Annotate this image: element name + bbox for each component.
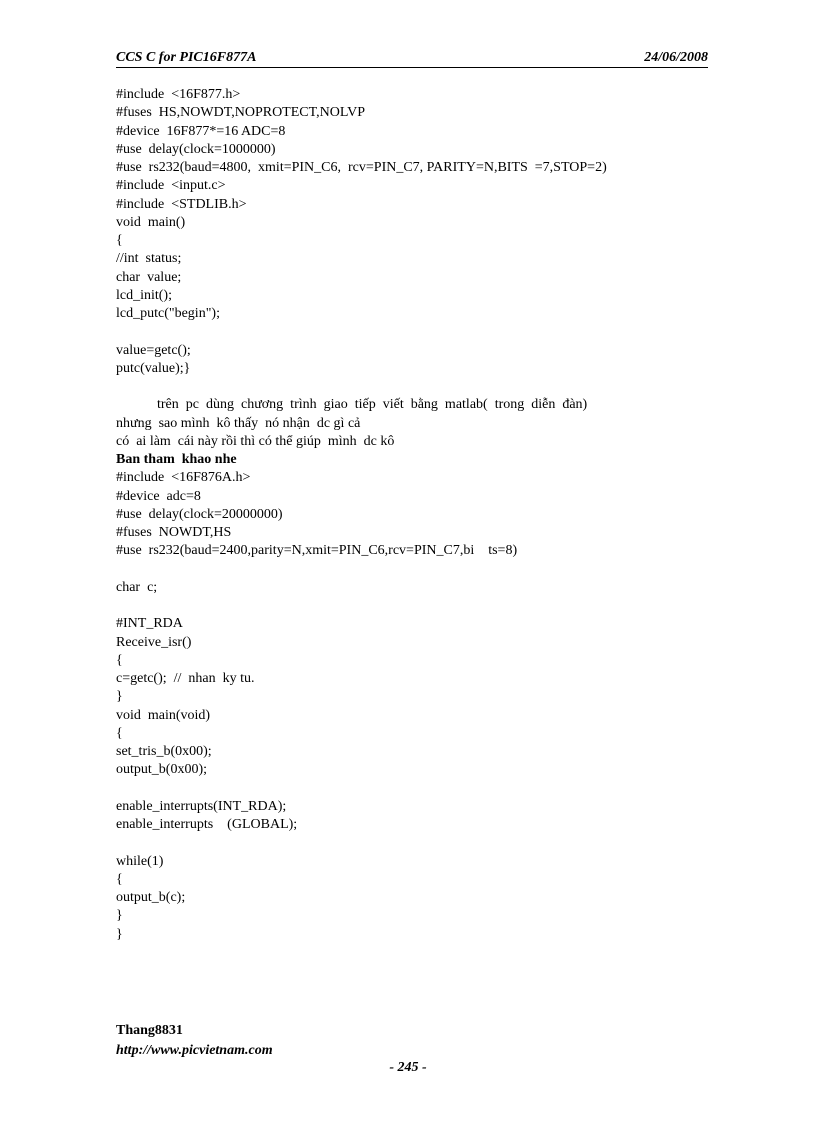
text-line: { (116, 725, 123, 741)
text-line: char value; (116, 269, 182, 285)
text-line: #fuses NOWDT,HS (116, 525, 232, 540)
text-line: #INT_RDA (116, 616, 183, 632)
text-line: #include <STDLIB.h> (116, 196, 247, 212)
blank-line (116, 561, 716, 579)
text-line: #use rs232(baud=4800, xmit=PIN_C6, rcv=PIN_C7, PARITY=N,BITS =7,STOP=2) (116, 160, 607, 175)
text-line: } (116, 689, 123, 705)
blank-line (116, 834, 716, 852)
text-line: #include <16F877.h> (116, 87, 241, 102)
text-line: #fuses HS,NOWDT,NOPROTECT,NOLVP (116, 105, 366, 121)
blank-line (116, 378, 716, 396)
text-line: #device adc=8 (116, 488, 201, 504)
footer (116, 1021, 708, 1061)
text-line: #use delay(clock=1000000) (116, 141, 276, 157)
text-line: trên pc dùng chương trình giao tiếp viết bằng matlab( trong diễn đàn) (157, 397, 588, 413)
text-line: value=getc(); (116, 342, 191, 358)
bold-heading-line: Ban tham khao nhe (116, 452, 237, 467)
document-body (116, 86, 716, 944)
header-date: 24/06/2008 (644, 50, 708, 65)
text-line: } (116, 908, 123, 924)
footer-website: http://www.picvietnam.com (116, 1043, 273, 1058)
footer-author: Thang8831 (116, 1023, 183, 1038)
text-line: enable_interrupts (GLOBAL); (116, 817, 298, 832)
blank-line (116, 597, 716, 615)
text-line: } (116, 926, 123, 942)
text-line: { (116, 871, 123, 887)
text-line: output_b(c); (116, 890, 186, 905)
text-line: #device 16F877*=16 ADC=8 (116, 123, 286, 139)
text-line: nhưng sao mình kô thấy nó nhận dc gì cả (116, 415, 361, 431)
text-line: Receive_isr() (116, 634, 192, 650)
text-line: { (116, 652, 123, 668)
text-line: c=getc(); // nhan ky tu. (116, 671, 255, 686)
page-header (116, 50, 708, 68)
text-line: #use delay(clock=20000000) (116, 506, 283, 522)
text-line: enable_interrupts(INT_RDA); (116, 798, 287, 814)
text-line: char c; (116, 579, 158, 595)
text-line: lcd_putc("begin"); (116, 306, 220, 321)
text-line: //int status; (116, 251, 182, 267)
page-number: - 245 - (389, 1060, 427, 1075)
header-title: CCS C for PIC16F877A (116, 50, 257, 65)
text-line: putc(value);} (116, 360, 191, 376)
blank-line (116, 323, 716, 341)
blank-line (116, 780, 716, 798)
text-line: #use rs232(baud=2400,parity=N,xmit=PIN_C6,rcv=PIN_C7,bi ts=8) (116, 543, 518, 559)
text-line: set_tris_b(0x00); (116, 744, 212, 759)
text-line: void main() (116, 214, 186, 230)
text-line: { (116, 233, 123, 248)
text-line: #include <16F876A.h> (116, 470, 251, 486)
text-line: #include <input.c> (116, 178, 226, 194)
text-line: while(1) (116, 853, 164, 869)
text-line: có ai làm cái này rồi thì có thể giúp mình dc kô (116, 433, 395, 449)
text-line: output_b(0x00); (116, 762, 207, 778)
text-line: lcd_init(); (116, 287, 172, 303)
text-line: void main(void) (116, 707, 211, 723)
